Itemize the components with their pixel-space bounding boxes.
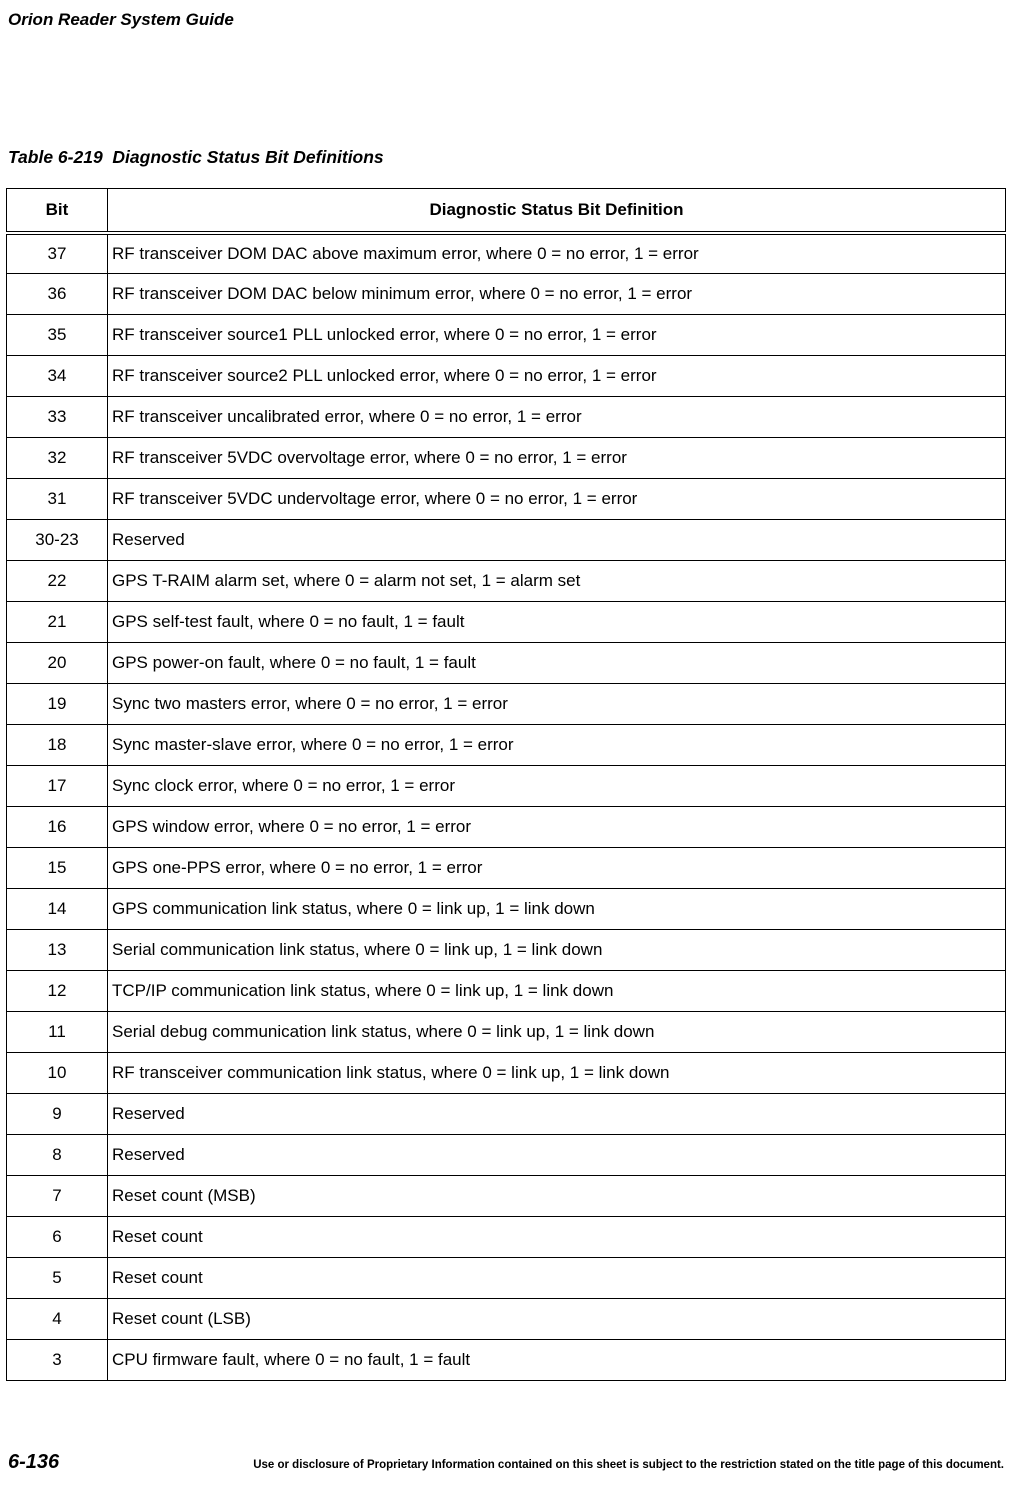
definition-cell: RF transceiver communication link status, where 0 = link up, 1 = link down — [108, 1053, 1006, 1094]
bit-cell: 7 — [7, 1176, 108, 1217]
bit-cell: 5 — [7, 1258, 108, 1299]
definition-cell: Reserved — [108, 520, 1006, 561]
bit-cell: 13 — [7, 930, 108, 971]
table-header — [7, 189, 1006, 233]
bit-cell: 14 — [7, 889, 108, 930]
definition-cell: Reset count (LSB) — [108, 1299, 1006, 1340]
definition-cell: Serial communication link status, where 0 = link up, 1 = link down — [108, 930, 1006, 971]
table-row — [7, 1094, 1006, 1135]
bit-cell: 30-23 — [7, 520, 108, 561]
bit-cell: 9 — [7, 1094, 108, 1135]
column-header-bit: Bit — [7, 189, 108, 233]
table-row — [7, 520, 1006, 561]
definition-cell: Reserved — [108, 1135, 1006, 1176]
table-row — [7, 971, 1006, 1012]
definition-cell: Sync master-slave error, where 0 = no error, 1 = error — [108, 725, 1006, 766]
bit-cell: 4 — [7, 1299, 108, 1340]
table-row — [7, 438, 1006, 479]
definition-cell: GPS power-on fault, where 0 = no fault, 1 = fault — [108, 643, 1006, 684]
table-row — [7, 643, 1006, 684]
definition-cell: Reset count — [108, 1217, 1006, 1258]
table-row — [7, 725, 1006, 766]
table-row — [7, 1340, 1006, 1381]
table-row — [7, 766, 1006, 807]
definition-cell: GPS one-PPS error, where 0 = no error, 1 = error — [108, 848, 1006, 889]
page-footer — [6, 1451, 1006, 1474]
table-row — [7, 397, 1006, 438]
column-header-definition: Diagnostic Status Bit Definition — [108, 189, 1006, 233]
table-row — [7, 1299, 1006, 1340]
definition-cell: GPS communication link status, where 0 = link up, 1 = link down — [108, 889, 1006, 930]
table-row — [7, 356, 1006, 397]
definition-cell: RF transceiver uncalibrated error, where 0 = no error, 1 = error — [108, 397, 1006, 438]
bit-cell: 3 — [7, 1340, 108, 1381]
bit-cell: 20 — [7, 643, 108, 684]
definition-cell: RF transceiver DOM DAC above maximum error, where 0 = no error, 1 = error — [108, 233, 1006, 274]
definition-cell: Sync two masters error, where 0 = no error, 1 = error — [108, 684, 1006, 725]
table-row — [7, 315, 1006, 356]
definition-cell: GPS self-test fault, where 0 = no fault, 1 = fault — [108, 602, 1006, 643]
table-row — [7, 848, 1006, 889]
definition-cell: Reset count (MSB) — [108, 1176, 1006, 1217]
bit-cell: 10 — [7, 1053, 108, 1094]
table-row — [7, 684, 1006, 725]
bit-cell: 35 — [7, 315, 108, 356]
table-row — [7, 561, 1006, 602]
bit-cell: 19 — [7, 684, 108, 725]
footer-page-number: 6-136 — [8, 1451, 60, 1473]
bit-cell: 16 — [7, 807, 108, 848]
bit-cell: 8 — [7, 1135, 108, 1176]
table-row — [7, 1258, 1006, 1299]
bit-cell: 37 — [7, 233, 108, 274]
table-row — [7, 1012, 1006, 1053]
bit-cell: 11 — [7, 1012, 108, 1053]
bit-cell: 15 — [7, 848, 108, 889]
bit-cell: 17 — [7, 766, 108, 807]
table-header-row — [7, 189, 1006, 233]
definition-cell: TCP/IP communication link status, where 0 = link up, 1 = link down — [108, 971, 1006, 1012]
bit-cell: 36 — [7, 274, 108, 315]
table-row — [7, 274, 1006, 315]
definition-cell: RF transceiver source2 PLL unlocked error, where 0 = no error, 1 = error — [108, 356, 1006, 397]
table-caption: Table 6-219 Diagnostic Status Bit Definitions — [8, 147, 384, 167]
table-body — [7, 233, 1006, 1381]
definition-cell: Sync clock error, where 0 = no error, 1 = error — [108, 766, 1006, 807]
definition-cell: RF transceiver 5VDC overvoltage error, where 0 = no error, 1 = error — [108, 438, 1006, 479]
bit-cell: 22 — [7, 561, 108, 602]
diagnostic-status-table — [6, 188, 1006, 1381]
table-row — [7, 1053, 1006, 1094]
definition-cell: RF transceiver 5VDC undervoltage error, where 0 = no error, 1 = error — [108, 479, 1006, 520]
definition-cell: GPS T-RAIM alarm set, where 0 = alarm not set, 1 = alarm set — [108, 561, 1006, 602]
table-row — [7, 602, 1006, 643]
footer-proprietary-notice: Use or disclosure of Proprietary Information contained on this sheet is subject to the restriction stated on the title page of this document. — [253, 1459, 1004, 1471]
bit-cell: 21 — [7, 602, 108, 643]
definition-cell: GPS window error, where 0 = no error, 1 = error — [108, 807, 1006, 848]
table-row — [7, 889, 1006, 930]
table-row — [7, 1176, 1006, 1217]
bit-cell: 12 — [7, 971, 108, 1012]
bit-cell: 33 — [7, 397, 108, 438]
bit-cell: 34 — [7, 356, 108, 397]
document-header-title: Orion Reader System Guide — [8, 10, 234, 29]
table-row — [7, 479, 1006, 520]
bit-cell: 31 — [7, 479, 108, 520]
definition-cell: Serial debug communication link status, where 0 = link up, 1 = link down — [108, 1012, 1006, 1053]
table-row — [7, 807, 1006, 848]
bit-cell: 18 — [7, 725, 108, 766]
table-row — [7, 930, 1006, 971]
definition-cell: RF transceiver source1 PLL unlocked error, where 0 = no error, 1 = error — [108, 315, 1006, 356]
bit-cell: 6 — [7, 1217, 108, 1258]
table-row — [7, 233, 1006, 274]
table-row — [7, 1217, 1006, 1258]
table-row — [7, 1135, 1006, 1176]
definition-cell: Reserved — [108, 1094, 1006, 1135]
definition-cell: Reset count — [108, 1258, 1006, 1299]
definition-cell: CPU firmware fault, where 0 = no fault, 1 = fault — [108, 1340, 1006, 1381]
bit-cell: 32 — [7, 438, 108, 479]
definition-cell: RF transceiver DOM DAC below minimum error, where 0 = no error, 1 = error — [108, 274, 1006, 315]
